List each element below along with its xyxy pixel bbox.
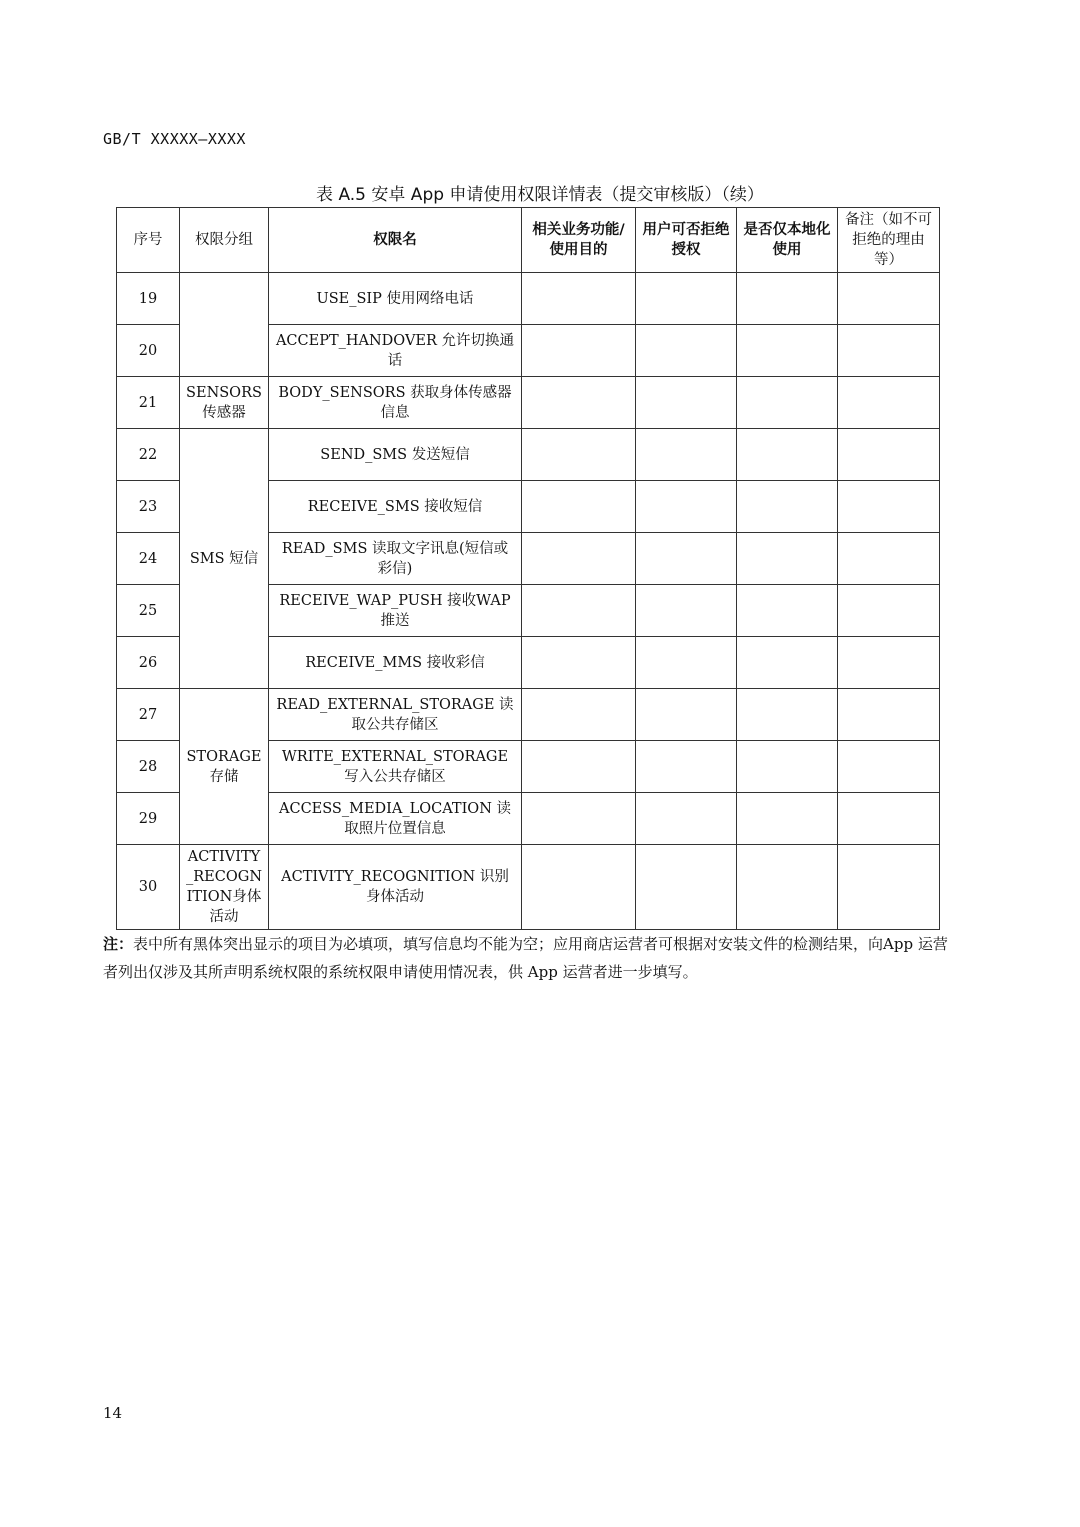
permission-name-cell: READ_SMS 读取文字讯息(短信或彩信) (269, 533, 522, 585)
local-cell[interactable] (737, 325, 838, 377)
permission-name-cell: RECEIVE_WAP_PUSH 接收WAP 推送 (269, 585, 522, 637)
remark-cell[interactable] (838, 585, 940, 637)
purpose-cell[interactable] (522, 741, 636, 793)
remark-cell[interactable] (838, 845, 940, 930)
refusable-cell[interactable] (636, 637, 737, 689)
permission-name-cell: WRITE_EXTERNAL_STORAGE 写入公共存储区 (269, 741, 522, 793)
table-row (117, 273, 940, 325)
table-row (117, 377, 940, 429)
seq-cell: 29 (117, 793, 180, 845)
permission-name-cell: USE_SIP 使用网络电话 (269, 273, 522, 325)
remark-cell[interactable] (838, 429, 940, 481)
refusable-cell[interactable] (636, 273, 737, 325)
permission-table (116, 207, 940, 930)
local-cell[interactable] (737, 429, 838, 481)
remark-cell[interactable] (838, 533, 940, 585)
permission-name-cell: ACTIVITY_RECOGNITION 识别身体活动 (269, 845, 522, 930)
refusable-cell[interactable] (636, 377, 737, 429)
seq-cell: 28 (117, 741, 180, 793)
remark-cell[interactable] (838, 793, 940, 845)
table-title: 表 A.5 安卓 App 申请使用权限详情表（提交审核版）（续） (316, 185, 764, 205)
group-cell-activity: ACTIVITY_RECOGNITION身体活动 (180, 845, 269, 930)
purpose-cell[interactable] (522, 377, 636, 429)
local-cell[interactable] (737, 689, 838, 741)
group-cell-storage: STORAGE 存储 (180, 689, 269, 845)
refusable-cell[interactable] (636, 585, 737, 637)
seq-cell: 25 (117, 585, 180, 637)
header-purpose: 相关业务功能/使用目的 (522, 208, 636, 273)
permission-name-cell: RECEIVE_SMS 接收短信 (269, 481, 522, 533)
document-code: GB/T XXXXX—XXXX (103, 130, 246, 148)
note-text: 表中所有黑体突出显示的项目为必填项，填写信息均不能为空；应用商店运营者可根据对安装文件的检测结果，向App 运营者列出仅涉及其所声明系统权限的系统权限申请使用情况表，供 App 运营者进一步填写。 (103, 935, 948, 981)
refusable-cell[interactable] (636, 429, 737, 481)
group-cell-sensors: SENSORS 传感器 (180, 377, 269, 429)
purpose-cell[interactable] (522, 793, 636, 845)
purpose-cell[interactable] (522, 845, 636, 930)
header-remark: 备注（如不可拒绝的理由等） (838, 208, 940, 273)
refusable-cell[interactable] (636, 325, 737, 377)
header-local: 是否仅本地化使用 (737, 208, 838, 273)
purpose-cell[interactable] (522, 273, 636, 325)
remark-cell[interactable] (838, 637, 940, 689)
seq-cell: 21 (117, 377, 180, 429)
permission-name-cell: ACCESS_MEDIA_LOCATION 读取照片位置信息 (269, 793, 522, 845)
seq-cell: 20 (117, 325, 180, 377)
remark-cell[interactable] (838, 689, 940, 741)
purpose-cell[interactable] (522, 689, 636, 741)
refusable-cell[interactable] (636, 689, 737, 741)
permission-name-cell: READ_EXTERNAL_STORAGE 读取公共存储区 (269, 689, 522, 741)
local-cell[interactable] (737, 793, 838, 845)
remark-cell[interactable] (838, 741, 940, 793)
local-cell[interactable] (737, 481, 838, 533)
seq-cell: 23 (117, 481, 180, 533)
permission-name-cell: ACCEPT_HANDOVER 允许切换通话 (269, 325, 522, 377)
refusable-cell[interactable] (636, 741, 737, 793)
note-label: 注： (103, 935, 134, 953)
purpose-cell[interactable] (522, 325, 636, 377)
seq-cell: 27 (117, 689, 180, 741)
remark-cell[interactable] (838, 325, 940, 377)
header-refusable: 用户可否拒绝授权 (636, 208, 737, 273)
local-cell[interactable] (737, 741, 838, 793)
seq-cell: 30 (117, 845, 180, 930)
seq-cell: 26 (117, 637, 180, 689)
remark-cell[interactable] (838, 481, 940, 533)
group-cell-phone (180, 273, 269, 377)
refusable-cell[interactable] (636, 793, 737, 845)
local-cell[interactable] (737, 585, 838, 637)
header-group: 权限分组 (180, 208, 269, 273)
local-cell[interactable] (737, 845, 838, 930)
permission-name-cell: SEND_SMS 发送短信 (269, 429, 522, 481)
purpose-cell[interactable] (522, 429, 636, 481)
local-cell[interactable] (737, 273, 838, 325)
permission-name-cell: BODY_SENSORS 获取身体传感器信息 (269, 377, 522, 429)
seq-cell: 24 (117, 533, 180, 585)
purpose-cell[interactable] (522, 533, 636, 585)
purpose-cell[interactable] (522, 637, 636, 689)
purpose-cell[interactable] (522, 585, 636, 637)
header-seq: 序号 (117, 208, 180, 273)
local-cell[interactable] (737, 533, 838, 585)
header-name: 权限名 (269, 208, 522, 273)
table-row (117, 429, 940, 481)
permission-name-cell: RECEIVE_MMS 接收彩信 (269, 637, 522, 689)
refusable-cell[interactable] (636, 845, 737, 930)
group-cell-sms: SMS 短信 (180, 429, 269, 689)
seq-cell: 22 (117, 429, 180, 481)
purpose-cell[interactable] (522, 481, 636, 533)
local-cell[interactable] (737, 377, 838, 429)
seq-cell: 19 (117, 273, 180, 325)
table-row (117, 845, 940, 930)
remark-cell[interactable] (838, 273, 940, 325)
table-note (103, 930, 953, 986)
page-number: 14 (103, 1404, 123, 1422)
refusable-cell[interactable] (636, 481, 737, 533)
table-row (117, 689, 940, 741)
local-cell[interactable] (737, 637, 838, 689)
remark-cell[interactable] (838, 377, 940, 429)
table-header-row (117, 208, 940, 273)
refusable-cell[interactable] (636, 533, 737, 585)
